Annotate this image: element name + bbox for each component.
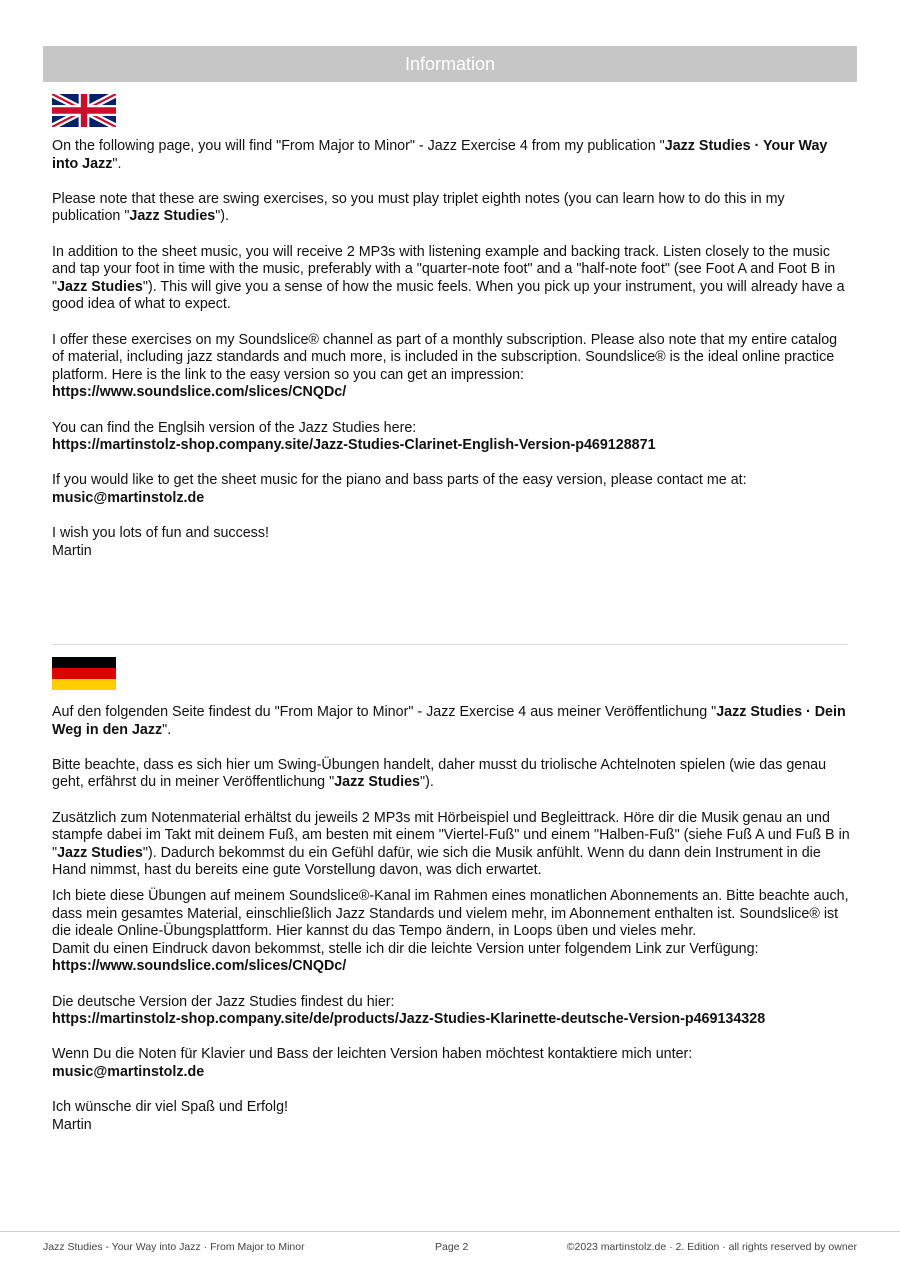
publication-title: Jazz Studies · Your Way into Jazz xyxy=(52,138,828,172)
signature: Martin xyxy=(52,542,92,559)
en-closing: I wish you lots of fun and success! Martin xyxy=(52,525,269,559)
de-paragraph-3: Zusätzlich zum Notenmaterial erhältst du jeweils 2 MP3s mit Hörbeispiel und Begleittrack. Höre dir die Musik genau an und stampfe dabei im Takt mit deinem Fuß, am besten mit einem "Viertel-Fuß" und einem "Halben-Fuß" (siehe Fuß A und Fuß B in "Jazz Studies"). Dadurch bekommst du ein Gefühl dafür, wie sich die Musik anfühlt. Wenn du dann dein Instrument in die Hand nimmst, hast du bereits eine gute Vorstellung davon, was dich erwartet. xyxy=(52,809,850,879)
soundslice-link-de[interactable]: https://www.soundslice.com/slices/CNQDc/ xyxy=(52,958,347,975)
footer-divider xyxy=(0,1231,900,1232)
germany-flag-icon xyxy=(52,657,116,690)
contact-email[interactable]: music@martinstolz.de xyxy=(52,489,205,506)
shop-link-german[interactable]: https://martinstolz-shop.company.site/de/products/Jazz-Studies-Klarinette-deutsche-Version-p469134328 xyxy=(52,1011,766,1028)
german-section xyxy=(52,704,852,1152)
de-paragraph-2: Bitte beachte, dass es sich hier um Swing-Übungen handelt, daher musst du triolische Achtelnoten spielen (wie das genau geht, erfährst du in meiner Veröffentlichung "Jazz Studies"). xyxy=(52,756,827,791)
page-number: Page 2 xyxy=(435,1241,469,1253)
en-paragraph-6: If you would like to get the sheet music for the piano and bass parts of the easy version, please contact me at: music@martinstolz.de xyxy=(52,472,747,506)
de-paragraph-6: Wenn Du die Noten für Klavier und Bass der leichten Version haben möchtest kontaktiere mich unter: music@martinstolz.de xyxy=(52,1046,693,1080)
footer-copyright: ©2023 martinstolz.de · 2. Edition · all rights reserved by owner xyxy=(566,1241,857,1253)
header-bar xyxy=(43,46,857,82)
section-divider xyxy=(52,644,848,645)
en-paragraph-2: Please note that these are swing exercises, so you must play triplet eighth notes (you can learn how to do this in my publication "Jazz Studies"). xyxy=(52,190,785,225)
en-paragraph-4: I offer these exercises on my Soundslice® channel as part of a monthly subscription. Please also note that my entire catalog of material, including jazz standards and much more, is included in the subscription. Soundslice® is the ideal online practice platform. Here is the link to the easy version so you can get an impression: https://www.soundslice.com/slices/CNQDc/ xyxy=(52,331,838,401)
de-paragraph-5: Die deutsche Version der Jazz Studies findest du hier: https://martinstolz-shop.company.site/de/products/Jazz-Studies-Klarinette-deutsche-Version-p469134328 xyxy=(52,993,766,1028)
soundslice-link[interactable]: https://www.soundslice.com/slices/CNQDc/ xyxy=(52,384,347,401)
en-paragraph-1: On the following page, you will find "From Major to Minor" - Jazz Exercise 4 from my publication "Jazz Studies · Your Way into Jazz". xyxy=(52,138,828,172)
publication-title-de: Jazz Studies · Dein Weg in den Jazz xyxy=(52,704,846,738)
de-paragraph-4: Ich biete diese Übungen auf meinem Soundslice®-Kanal im Rahmen eines monatlichen Abonnements an. Bitte beachte auch, dass mein gesamtes Material, einschließlich Jazz Standards und vielem mehr, im Abonnement enthalten ist. Soundslice® ist die ideale Online-Übungsplattform. Hier kannst du das Tempo ändern, in Loops üben und vieles mehr. Damit du einen Eindruck davon bekommst, stelle ich dir die leichte Version unter folgendem Link zur Verfügung: https://www.soundslice.com/slices/CNQDc/ xyxy=(52,887,849,975)
page-title: Information xyxy=(404,53,496,74)
en-paragraph-3: In addition to the sheet music, you will receive 2 MP3s with listening example and backing track. Listen closely to the music and tap your foot in time with the music, preferably with a "quarter-note foot" and a "half-note foot" (see Foot A and Foot B in "Jazz Studies"). This will give you a sense of how the music feels. When you pick up your instrument, you will already have a good idea of what to expect. xyxy=(52,243,845,313)
signature-de: Martin xyxy=(52,1116,92,1133)
de-closing: Ich wünsche dir viel Spaß und Erfolg! Martin xyxy=(52,1099,289,1133)
uk-flag-icon xyxy=(52,94,116,127)
de-paragraph-1: Auf den folgenden Seite findest du "From Major to Minor" - Jazz Exercise 4 aus meiner Veröffentlichung "Jazz Studies · Dein Weg in den Jazz". xyxy=(52,704,846,738)
en-paragraph-5: You can find the Englsih version of the Jazz Studies here: https://martinstolz-shop.company.site/Jazz-Studies-Clarinet-English-Version-p469128871 xyxy=(52,419,656,454)
shop-link-english[interactable]: https://martinstolz-shop.company.site/Jazz-Studies-Clarinet-English-Version-p469128871 xyxy=(52,437,656,454)
footer-publication: Jazz Studies - Your Way into Jazz · From Major to Minor xyxy=(43,1241,305,1253)
english-section xyxy=(52,138,852,578)
contact-email-de[interactable]: music@martinstolz.de xyxy=(52,1063,205,1080)
